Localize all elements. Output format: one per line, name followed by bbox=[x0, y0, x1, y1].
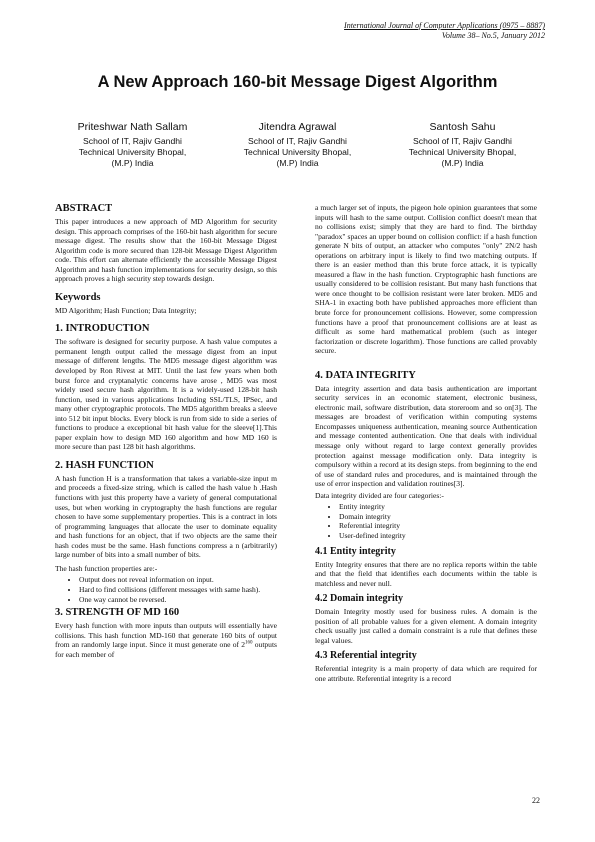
journal-volume: Volume 38– No.5, January 2012 bbox=[441, 31, 545, 40]
integrity-categories-list bbox=[315, 502, 537, 540]
strength-heading: 3. STRENGTH OF MD 160 bbox=[55, 607, 180, 619]
list-item: • User-defined integrity bbox=[339, 531, 537, 541]
journal-name: International Journal of Computer Applications (0975 – 8887) bbox=[344, 21, 545, 30]
hash-properties-list bbox=[55, 575, 277, 604]
author-block bbox=[50, 121, 545, 169]
author-affiliation: Technical University Bhopal, bbox=[78, 147, 187, 157]
hash-function-text: A hash function H is a transformation that takes a variable-size input m and proceeds a fixed-size string, which is called the hash value h .Hash functions with just this property have a variety of general computational uses, but when working in cryptography the hash functions are regular chosen to have some supplementary properties. This is a contract in lots of programming languages that allocate the user to dominate equality and hash functions for an object, that if two objects are the same their hash codes must be the same. Hash functions compress a n (arbitrarily) large number of bits into a small number of bits. bbox=[55, 473, 277, 560]
domain-integrity-text: Domain Integrity mostly used for business rules. A domain is the position of all probable values for a given element. A domain integrity check usually just called a domain constraint is a rule that defines these legal values. bbox=[315, 607, 537, 645]
strength-text-continued: a much larger set of inputs, the pigeon hole opinion guarantees that some inputs will hash to the same output. Collision conflict doesn't mean that no collisions exist; simply that they are hard to find. The birthday "paradox" spaces an upper bound on collision conflict: if a hash function generate N bits of output, an attacker who computes "only" 2N/2 hash operations on arbitrary input is likely to find two matching outputs. If there is an easier method than this brute force attack, it is typically measured a flaw in the hash function. Cryptographic hash functions are usually considered to be collision resistant. But many hash functions that were once thought to be collision resistant were later broken. MD5 and SHA-1 in exacting both have published approaches more efficient than brute force for pronouncement collisions. However, some compression functions have a proof that pronouncement collisions are at least as difficult as some hard mathematical problem (such as integer factorization or discrete logarithm). Those functions are called provably secure. bbox=[315, 203, 537, 356]
entity-integrity-heading: 4.1 Entity integrity bbox=[315, 545, 396, 557]
strength-text-part: outputs for each member of bbox=[55, 640, 277, 659]
author-affiliation: School of IT, Rajiv Gandhi bbox=[413, 136, 512, 146]
list-item: • One way cannot be reversed. bbox=[79, 595, 277, 605]
abstract-heading: ABSTRACT bbox=[55, 203, 113, 214]
author-name: Jitendra Agrawal bbox=[258, 121, 337, 133]
introduction-text: The software is designed for security purpose. A hash value computes a permanent length output called the message digest from an input message of different lengths. The MD5 message digest algorithm was developed by Ron Rivest at MIT. Until the last few years when both burst force and cryptanalytic concerns have arose , MD5 was most widely used secure hash algorithm. It is a widely-used 128-bit hash function, used in various applications Including SSL/TLS, IPSec, and many other cryptographic protocols. The MD5 algorithm breaks a sleeve into 512 bit input blocks. Every block is run from side to side a series of functions to produce a exceptional bit hash value for the sleeve[1].This paper explain how to design MD 160 algorithm and how MD 160 is more secure than past 128 bit hash algorithms. bbox=[55, 337, 277, 452]
author bbox=[50, 121, 215, 169]
domain-integrity-heading: 4.2 Domain integrity bbox=[315, 593, 404, 605]
superscript: 160 bbox=[245, 640, 253, 646]
data-integrity-heading: 4. DATA INTEGRITY bbox=[315, 369, 416, 381]
author-affiliation: Technical University Bhopal, bbox=[243, 147, 352, 157]
author-affiliation: (M.P) India bbox=[441, 158, 484, 168]
right-column bbox=[315, 203, 537, 685]
hash-properties-intro: The hash function properties are:- bbox=[55, 563, 158, 573]
author-affiliation: (M.P) India bbox=[111, 158, 154, 168]
author-affiliation: School of IT, Rajiv Gandhi bbox=[248, 136, 347, 146]
keywords-heading: Keywords bbox=[55, 291, 101, 303]
referential-integrity-text: Referential integrity is a main property of data which are required for one attribute. Referential integrity is a record bbox=[315, 664, 537, 683]
list-item: • Hard to find collisions (different messages with same hash). bbox=[79, 585, 277, 595]
hash-function-heading: 2. HASH FUNCTION bbox=[55, 459, 154, 471]
integrity-categories-intro: Data integrity divided are four categories:- bbox=[315, 490, 444, 500]
referential-integrity-heading: 4.3 Referential integrity bbox=[315, 650, 417, 662]
author-name: Santosh Sahu bbox=[429, 121, 496, 133]
list-item: • Output does not reveal information on input. bbox=[79, 575, 277, 585]
list-item: • Domain integrity bbox=[339, 512, 537, 522]
author-affiliation: (M.P) India bbox=[276, 158, 319, 168]
abstract-text: This paper introduces a new approach of MD Algorithm for security design. This approach comprises of the 160-bit hash algorithm for secure message digest. The results show that the 160-bit Message Digest Algorithm code is more secured than 128-bit Message Digest Algorithm code. This effort can alternate efficiently the accessible Message Digest Algorithm and hash function implementations for security design, so this approach proves a high security step towards design. bbox=[55, 217, 277, 284]
list-item: • Entity integrity bbox=[339, 502, 537, 512]
author bbox=[380, 121, 545, 169]
entity-integrity-text: Entity Integrity ensures that there are no replica reports within the table and that the field that identifies each documents within the table is matchless and never null. bbox=[315, 559, 537, 588]
author-affiliation: Technical University Bhopal, bbox=[408, 147, 517, 157]
strength-text bbox=[55, 621, 277, 659]
strength-text-part: Every hash function with more inputs than outputs will essentially have collisions. This hash function MD-160 that generate 160 bits of output from an randomly large input. Since it must generate one of 2 bbox=[55, 621, 277, 650]
keywords-text: MD Algorithm; Hash Function; Data Integrity; bbox=[55, 305, 197, 315]
paper-title: A New Approach 160-bit Message Digest Algorithm bbox=[97, 73, 498, 91]
journal-header bbox=[344, 21, 545, 41]
data-integrity-text: Data integrity assertion and data basis authentication are important security services in an economic statement, electronic business, electronic mail, software distribution, data storeroom and so on[3]. The messages are broadest of verification within computing systems Encompasses uniqueness authentication, meaning source Authentication and message contented authentication. One that deals with individual message only without regard to large context generally provides protection against message modification only. Data integrity is compulsory within a record at its design steps. from beginning to the end of use of standard rules and procedures, and is maintained through the use of error inspection and validation routines[3]. bbox=[315, 383, 537, 489]
author-name: Priteshwar Nath Sallam bbox=[77, 121, 188, 133]
list-item: • Referential integrity bbox=[339, 521, 537, 531]
author-affiliation: School of IT, Rajiv Gandhi bbox=[83, 136, 182, 146]
author bbox=[215, 121, 380, 169]
introduction-heading: 1. INTRODUCTION bbox=[55, 323, 150, 335]
left-column bbox=[55, 203, 277, 661]
page-number: 22 bbox=[532, 796, 540, 805]
